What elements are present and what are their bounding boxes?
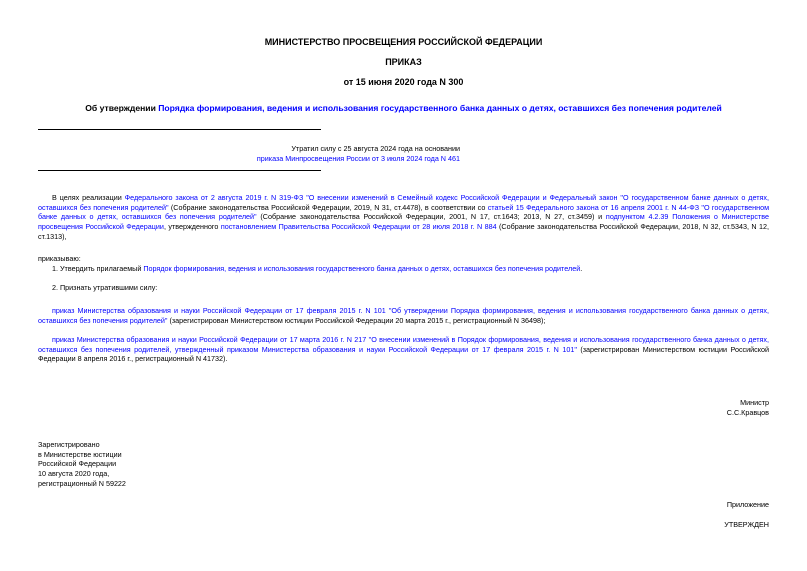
item-1: [38, 264, 769, 274]
item-1-suffix: .: [580, 264, 583, 273]
divider-bottom: [38, 170, 321, 171]
regulation-link[interactable]: подпунктом 4.2.39 Положения о Министерстве просвещения Российской Федерации: [38, 212, 769, 231]
preamble-text-4: , утвержденного: [163, 221, 221, 231]
status-note: [60, 144, 460, 163]
item-1-prefix: 1. Утвердить прилагаемый: [52, 264, 144, 273]
signature-name: С.С.Кравцов: [726, 407, 769, 417]
orders-line: приказываю:: [38, 254, 81, 263]
appendix-label: Приложение: [726, 500, 769, 509]
preamble-text-5: (Собрание законодательства Российской Федерации, 2018, N 32, ст.5343, N 12, ст.1313),: [38, 221, 769, 241]
void-order-1: [38, 306, 769, 325]
divider-top: [38, 129, 321, 130]
appendix-approved: УТВЕРЖДЕН: [724, 520, 769, 529]
item-1-link[interactable]: Порядок формирования, ведения и использования государственного банка данных о детях, оставшихся без попечения родителей: [143, 264, 581, 273]
decree-884-link[interactable]: постановлением Правительства Российской Федерации от 28 июля 2018 г. N 884: [220, 221, 497, 231]
date-number-heading: от 15 июня 2020 года N 300: [343, 77, 464, 87]
void-order-2: [38, 335, 769, 364]
preamble-text-1: В целях реализации: [52, 193, 125, 202]
document-title: [30, 103, 777, 115]
registration-line-5: регистрационный N 59222: [38, 478, 126, 488]
ministry-heading: МИНИСТЕРСТВО ПРОСВЕЩЕНИЯ РОССИЙСКОЙ ФЕДЕРАЦИИ: [264, 37, 543, 47]
doc-type-heading: ПРИКАЗ: [385, 57, 422, 67]
void-order-2-link[interactable]: приказ Министерства образования и науки Российской Федерации от 17 марта 2016 г. N 217 "О внесении изменений в Порядок формирования, ведения и использования государственного банка данных о детях, оставшихся без попечения родителей, утвержденный приказом Министерства образования и науки Российской Федерации от 17 февраля 2015 г. N 101": [38, 335, 769, 354]
preamble-text-3: (Собрание законодательства Российской Федерации, 2001, N 17, ст.1643; 2013, N 27, ст.3459) и: [256, 212, 606, 222]
status-line1: Утратил силу с 25 августа 2024 года на основании: [291, 144, 460, 153]
signature-block: [520, 398, 769, 417]
item-2: 2. Признать утратившими силу:: [52, 283, 158, 292]
void-order-2-suffix: (зарегистрирован Министерством юстиции Российской Федерации 8 апреля 2016 г., регистрационный N 41732).: [38, 344, 769, 364]
status-link[interactable]: приказа Минпросвещения России от 3 июля 2024 года N 461: [256, 153, 460, 163]
void-order-1-link[interactable]: приказ Министерства образования и науки Российской Федерации от 17 февраля 2015 г. N 101 "Об утверждении Порядка формирования, ведения и использования государственного банка данных о детях, оставшихся без попечения родителей": [38, 306, 769, 325]
preamble-text-2: (Собрание законодательства Российской Федерации, 2019, N 31, ст.4478), в соответствии со: [168, 202, 488, 212]
registration-block: [38, 440, 238, 488]
signature-position: Министр: [740, 398, 769, 407]
void-order-1-suffix: (зарегистрирован Министерством юстиции Российской Федерации 20 марта 2015 г., регистрационный N 36498);: [167, 315, 546, 325]
registration-line-1: Зарегистрировано: [38, 440, 100, 449]
registration-line-4: 10 августа 2020 года,: [38, 468, 110, 478]
registration-line-2: в Министерстве юстиции: [38, 449, 122, 459]
preamble-paragraph: [38, 193, 769, 241]
title-prefix: Об утверждении: [85, 103, 159, 113]
registration-line-3: Российской Федерации: [38, 459, 117, 469]
law-44-link[interactable]: статьей 15 Федерального закона от 16 апреля 2001 г. N 44-ФЗ "О государственном банке данных о детях, оставшихся без попечения родителей": [38, 202, 770, 222]
law-319-link[interactable]: Федерального закона от 2 августа 2019 г. N 319-ФЗ "О внесении изменений в Семейный кодекс Российской Федерации и Федеральный закон "О государственном банке данных о детях, оставшихся без попечения родителей": [38, 193, 769, 212]
title-link[interactable]: Порядка формирования, ведения и использования государственного банка данных о детях, оставшихся без попечения родителей: [158, 103, 722, 113]
